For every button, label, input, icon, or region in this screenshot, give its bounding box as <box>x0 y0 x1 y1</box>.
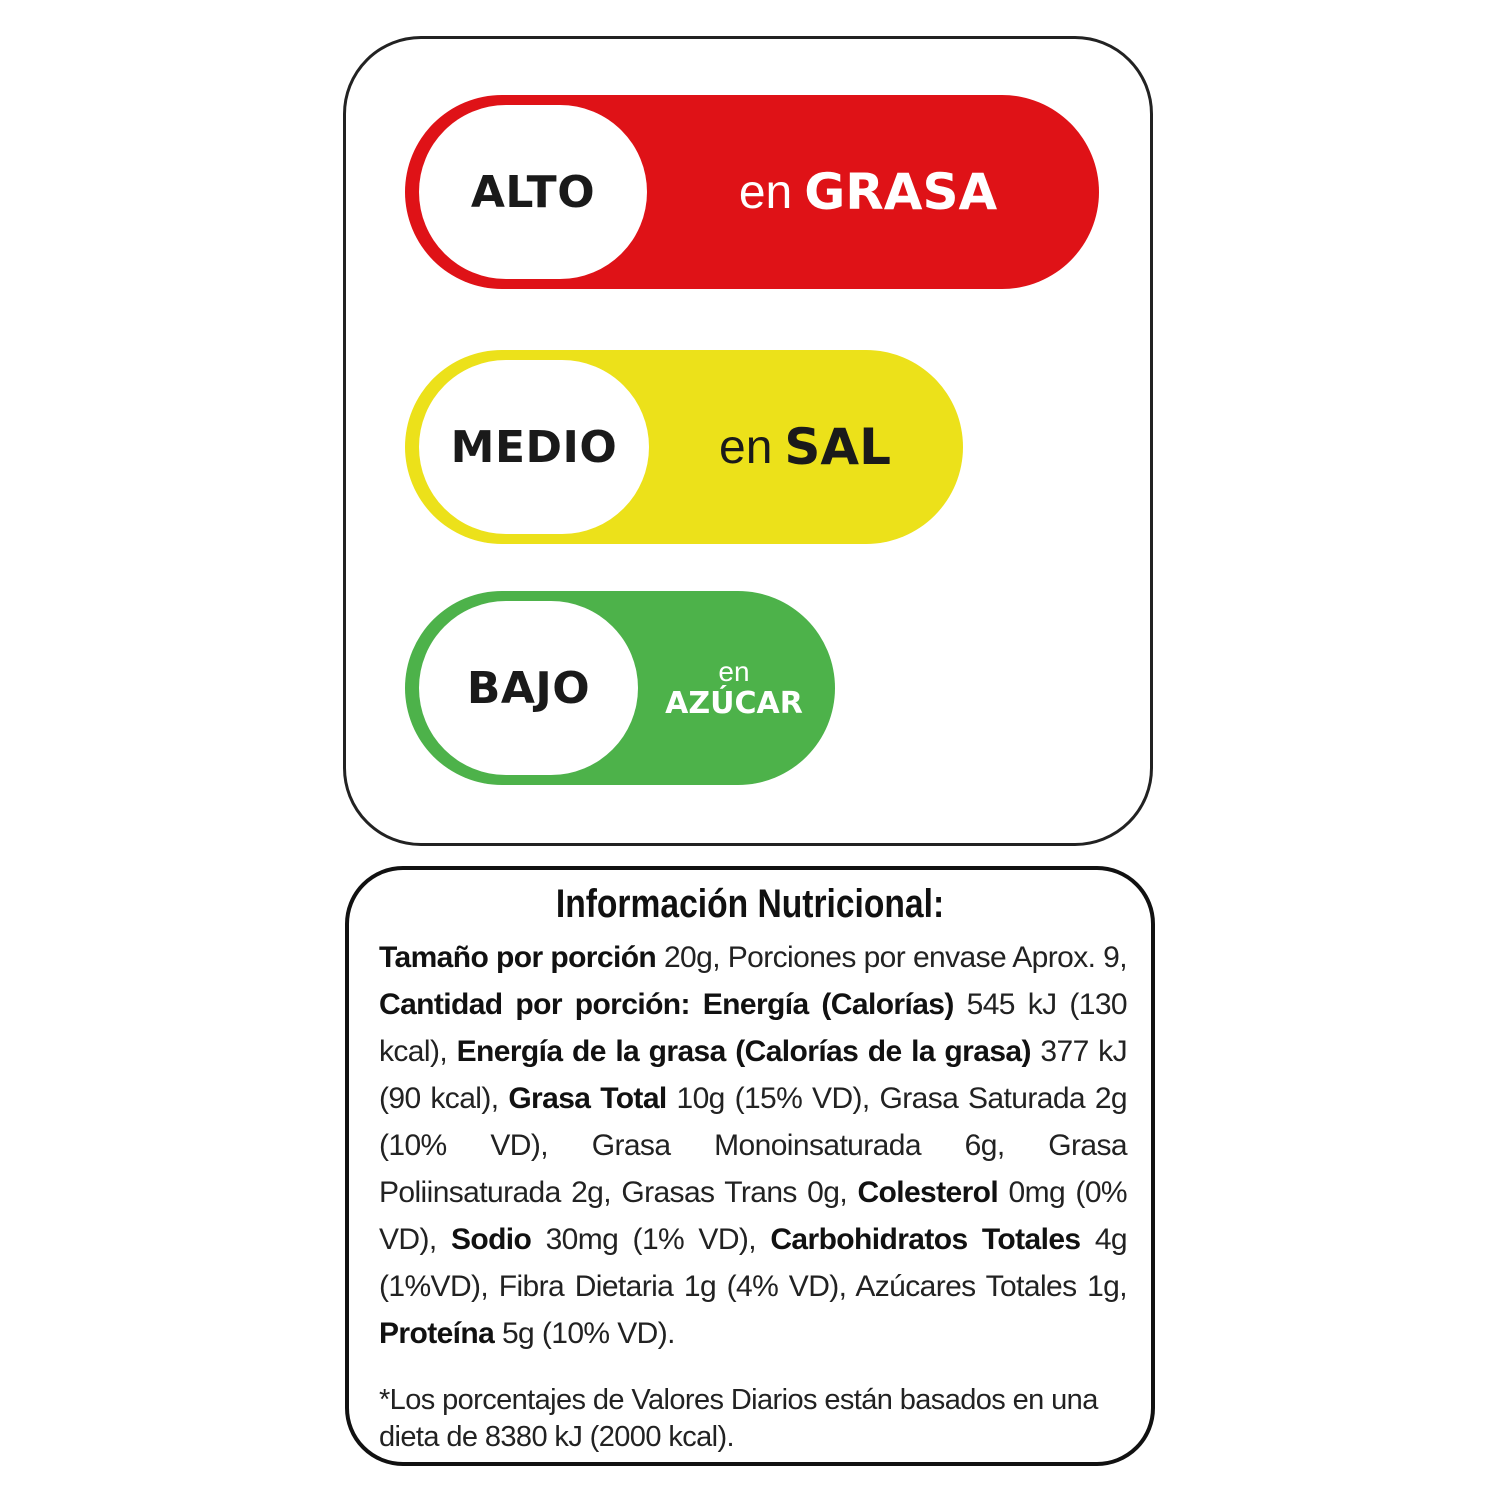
nutrient-name: GRASA <box>804 163 998 221</box>
daily-value-footnote: *Los porcentajes de Valores Diarios están basados en una dieta de 8380 kJ (2000 kcal). <box>379 1384 1098 1453</box>
level-bubble <box>419 105 647 279</box>
total-fat-value: 10g (15% VD), Grasa Saturada 2g (10% VD), Grasa Monoinsaturada 6g, Grasa Poliinsaturada 2g, Grasas Trans 0g, <box>379 1082 1127 1209</box>
fat-energy-label: Energía de la grasa (Calorías de la grasa) <box>456 1035 1031 1068</box>
cholesterol-value: 0mg (0% VD), <box>379 1176 1127 1256</box>
nutrient-prefix: en <box>738 165 793 219</box>
seal-medium-salt <box>405 350 963 544</box>
front-label-panel <box>343 36 1153 846</box>
cholesterol-label: Colesterol <box>857 1176 999 1209</box>
nutrition-facts-box <box>345 866 1155 1466</box>
sodium-label: Sodio <box>450 1223 532 1256</box>
serving-size-text: 20g, Porciones por envase Aprox. 9, <box>656 941 1128 974</box>
nutrient-prefix: en <box>719 420 773 474</box>
nutrition-title: Información Nutricional: <box>555 882 945 926</box>
carbs-label: Carbohidratos Totales <box>770 1223 1081 1256</box>
level-bubble <box>419 360 649 534</box>
nutrition-body <box>379 934 1127 1357</box>
level-label: BAJO <box>466 662 591 714</box>
sodium-value: 30mg (1% VD), <box>531 1223 771 1256</box>
total-fat-label: Grasa Total <box>508 1082 667 1115</box>
seal-high-fat <box>405 95 1099 289</box>
seal-low-sugar <box>405 591 835 785</box>
nutrient-text <box>667 95 1069 289</box>
nutrient-text <box>645 591 823 785</box>
serving-size-label: Tamaño por porción <box>379 941 657 974</box>
fat-energy-value: 377 kJ (90 kcal), <box>379 1035 1127 1115</box>
level-label: ALTO <box>470 166 596 218</box>
level-label: MEDIO <box>450 421 618 473</box>
level-bubble <box>419 601 638 775</box>
carbs-value: 4g (1%VD), Fibra Dietaria 1g (4% VD), Azúcares Totales 1g, <box>379 1223 1128 1303</box>
protein-value: 5g (10% VD). <box>494 1317 675 1350</box>
energy-value: 545 kJ (130 kcal), <box>379 988 1127 1068</box>
nutrient-text <box>667 350 943 544</box>
amount-label: Cantidad por porción: Energía (Calorías) <box>379 988 954 1021</box>
nutrient-prefix: en <box>718 655 750 687</box>
protein-label: Proteína <box>379 1317 495 1350</box>
nutrient-name: SAL <box>784 418 891 476</box>
nutrient-name: AZÚCAR <box>665 685 803 721</box>
